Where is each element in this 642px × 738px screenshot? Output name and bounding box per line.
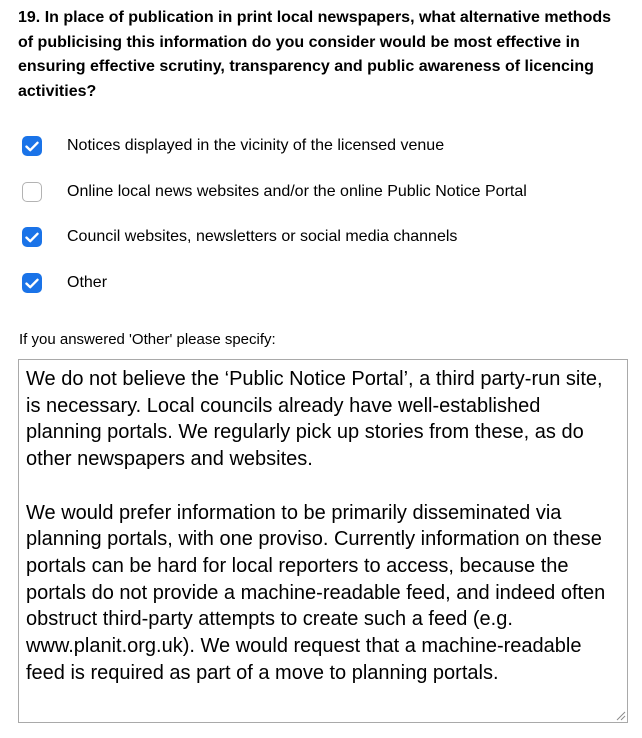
other-specify-label: If you answered 'Other' please specify: [19,331,276,348]
question-text: 19. In place of publication in print local newspapers, what alternative methods of publicising this information do you consider would be most effective in ensuring effective scrutiny, transparency and public awareness of licencing activities? [18,9,612,100]
option-label: Online local news websites and/or the online Public Notice Portal [67,183,527,200]
textarea-paragraph: We would prefer information to be primarily disseminated via planning portals, with one proviso. Currently information on these portals can be hard for local reporters to access, because the portals do not provide a machine-readable feed, and indeed often obstruct third-party attempts to create such a feed (e.g. www.planit.org.uk). We would request that a machine-readable feed is required as part of a move to planning portals. [26,501,606,684]
checkmark-icon [25,232,39,243]
option-notices-venue[interactable] [22,135,622,157]
option-other[interactable] [22,272,622,294]
option-online-news[interactable] [22,181,622,203]
textarea-paragraph: We do not believe the ‘Public Notice Portal’, a third party-run site, is necessary. Local councils already have well-established planning portals. We regularly pick up stories from these, as do other newspapers and websites. [26,368,603,471]
other-specify-textarea[interactable] [18,359,628,723]
checkmark-icon [25,141,39,152]
resize-handle-icon[interactable] [616,711,626,721]
option-label: Notices displayed in the vicinity of the licensed venue [67,137,445,154]
checkmark-icon [25,278,39,289]
checkbox-other[interactable] [22,273,42,293]
option-council-websites[interactable] [22,226,622,248]
checkbox-council-websites[interactable] [22,227,42,247]
option-label: Council websites, newsletters or social media channels [67,228,458,245]
option-label: Other [67,274,108,291]
checkbox-online-news[interactable] [22,182,42,202]
checkbox-notices-venue[interactable] [22,136,42,156]
